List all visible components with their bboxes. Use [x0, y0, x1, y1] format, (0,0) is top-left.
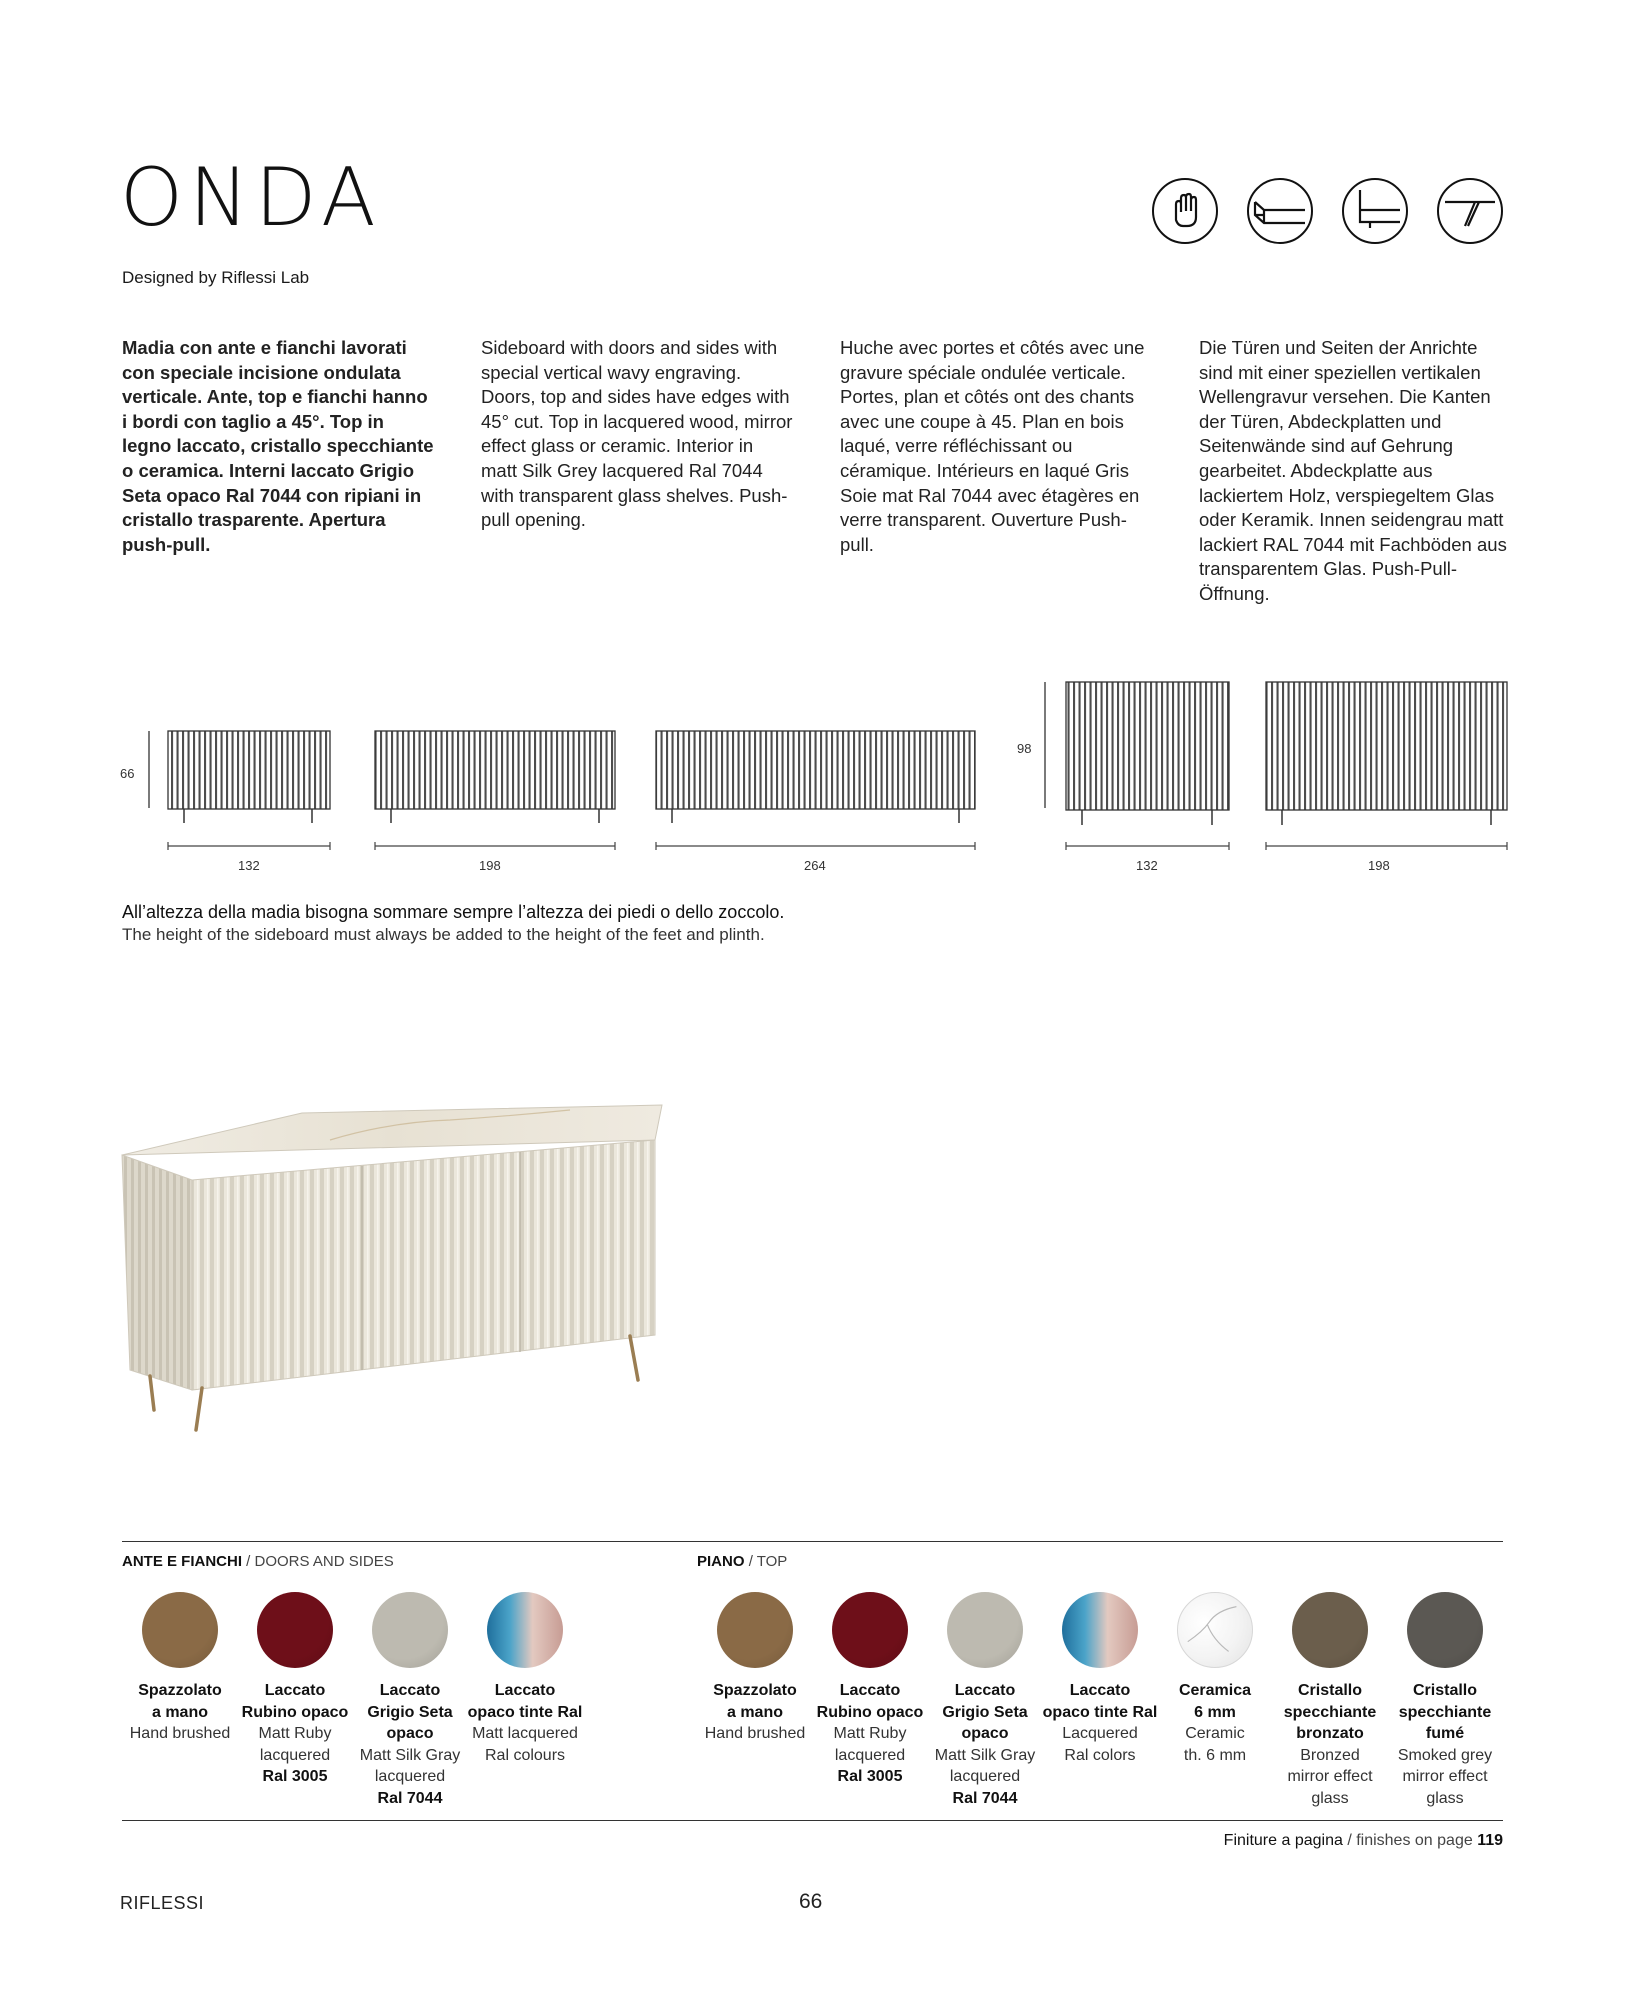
finishes-bottom-rule: [122, 1820, 1503, 1821]
height-note-english: The height of the sideboard must always be added to the height of the feet and plinth.: [122, 925, 765, 944]
description-french: Huche avec portes et côtés avec une gravure spéciale ondulée verticale. Portes, plan et côtés ont des chants avec une coupe à 45. Plan en bois laqué, verre réfléchissant ou céramique. Intérieurs en laqué Gris Soie mat Ral 7044 avec étagères en verre transparent. Ouverture Push-pull.: [840, 337, 1145, 555]
swatch-top-bronzed-glass: [1292, 1592, 1368, 1668]
width-label-264: 264: [804, 858, 826, 873]
doors-sides-subtitle: / DOORS AND SIDES: [246, 1553, 394, 1570]
top-subtitle: / TOP: [748, 1553, 788, 1570]
swatch-top-matt-ruby: [832, 1592, 908, 1668]
finish-label-top-0: Spazzolato a mano Hand brushed: [704, 1682, 806, 1742]
finish-label-top-1: Laccato Rubino opaco Matt Ruby lacquered Ral 3005: [816, 1682, 924, 1785]
bevel-edge-icon: [1247, 178, 1313, 244]
width-label-132: 132: [238, 858, 260, 873]
swatch-top-silk-grey: [947, 1592, 1023, 1668]
finish-label-doors-0: Spazzolato a mano Hand brushed: [129, 1682, 231, 1742]
top-title: PIANO: [697, 1553, 745, 1570]
designer-credit: Designed by Riflessi Lab: [122, 268, 310, 287]
angled-leg-icon: [1437, 178, 1503, 244]
finishes-ref-italian: Finiture a pagina: [1223, 1832, 1343, 1849]
tall-width-label-198: 198: [1368, 858, 1390, 873]
page-title: ONDA: [120, 151, 382, 244]
doors-sides-heading: [122, 1553, 394, 1570]
brand-name: RIFLESSI: [120, 1893, 205, 1913]
swatch-top-hand-brushed: [717, 1592, 793, 1668]
swatch-silk-grey: [372, 1592, 448, 1668]
finish-label-top-2: Laccato Grigio Seta opaco Matt Silk Gray lacquered Ral 7044: [934, 1682, 1036, 1807]
finish-label-doors-3: Laccato opaco tinte Ral Matt lacquered Ral colours: [467, 1682, 583, 1764]
swatch-top-ral-colors: [1062, 1592, 1138, 1668]
side-profile-icon: [1342, 178, 1408, 244]
swatch-top-ceramic: [1177, 1592, 1253, 1668]
width-label-198: 198: [479, 858, 501, 873]
swatch-hand-brushed: [142, 1592, 218, 1668]
finish-label-doors-1: Laccato Rubino opaco Matt Ruby lacquered Ral 3005: [241, 1682, 349, 1785]
description-italian: Madia con ante e fianchi lavorati con speciale incisione ondulata verticale. Ante, top e fianchi hanno i bordi con taglio a 45°. Top in legno laccato, cristallo specchiante o ceramica. Interni laccato Grigio Seta opaco Ral 7044 con ripiani in cristallo trasparente. Apertura push-pull.: [122, 337, 434, 555]
sideboard-product-image: [110, 1080, 690, 1440]
swatch-top-smoked-glass: [1407, 1592, 1483, 1668]
tall-width-label-132: 132: [1136, 858, 1158, 873]
swatch-ral-colours: [487, 1592, 563, 1668]
height-note-italian: All’altezza della madia bisogna sommare sempre l’altezza dei piedi o dello zoccolo.: [122, 902, 785, 922]
push-pull-hand-icon: [1152, 178, 1218, 244]
description-german: Die Türen und Seiten der Anrichte sind mit einer speziellen vertikalen Wellengravur versehen. Die Kanten der Türen, Abdeckplatten und Seitenwände sind auf Gehrung gearbeitet. Abdeckplatte aus lackiertem Holz, verspiegeltem Glas oder Keramik. Innen seidengrau matt lackiert RAL 7044 mit Fachböden aus transparentem Glas. Push-Pull-Öffnung.: [1199, 337, 1507, 604]
finishes-ref-english: / finishes on page: [1347, 1832, 1473, 1849]
finish-label-doors-2: Laccato Grigio Seta opaco Matt Silk Gray lacquered Ral 7044: [359, 1682, 461, 1807]
finish-label-top-3: Laccato opaco tinte Ral Lacquered Ral colors: [1042, 1682, 1158, 1764]
finish-label-top-5: Cristallo specchiante bronzato Bronzed mirror effect glass: [1283, 1682, 1377, 1807]
page-number: 66: [799, 1890, 823, 1913]
swatch-matt-ruby: [257, 1592, 333, 1668]
doors-sides-title: ANTE E FIANCHI: [122, 1553, 242, 1570]
dimension-drawings: [0, 660, 1627, 890]
top-heading: [697, 1553, 787, 1570]
low-height-label: 66: [120, 766, 135, 781]
finish-label-top-4: Ceramica 6 mm Ceramic th. 6 mm: [1178, 1682, 1252, 1764]
finishes-ref-page: 119: [1477, 1832, 1503, 1849]
finish-label-top-6: Cristallo specchiante fumé Smoked grey mirror effect glass: [1397, 1682, 1493, 1807]
description-english: Sideboard with doors and sides with special vertical wavy engraving. Doors, top and sides have edges with 45° cut. Top in lacquered wood, mirror effect glass or ceramic. Interior in matt Silk Grey lacquered Ral 7044 with transparent glass shelves. Push-pull opening.: [481, 337, 793, 531]
finishes-top-rule: [122, 1541, 1503, 1542]
finishes-page-reference: [1224, 1832, 1503, 1850]
tall-height-label: 98: [1017, 741, 1032, 756]
